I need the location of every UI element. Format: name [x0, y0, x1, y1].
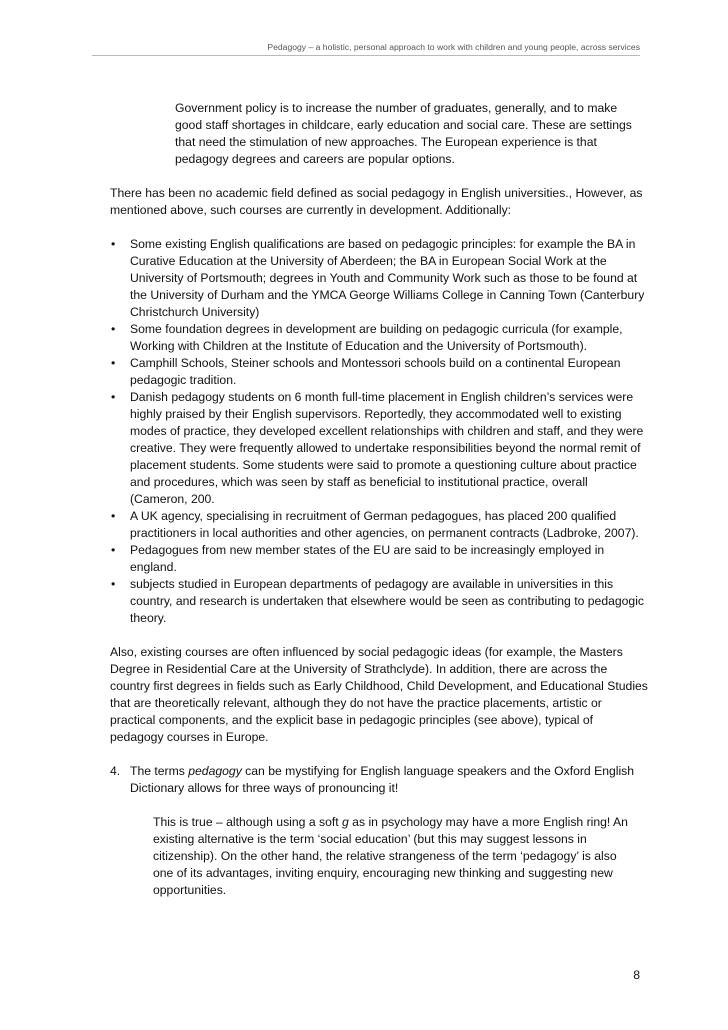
qualifications-list: [110, 236, 648, 627]
header-rule: [92, 55, 640, 56]
bullet-icon: •: [111, 577, 116, 591]
list-item: [110, 576, 648, 627]
item-text-before: The terms: [130, 764, 189, 778]
bullet-icon: •: [111, 356, 116, 370]
running-header: Pedagogy – a holistic, personal approach to work with children and young people, across services: [267, 42, 640, 52]
page-number: 8: [633, 968, 640, 982]
bullet-icon: •: [111, 237, 116, 251]
list-item: [110, 389, 648, 508]
list-item-text: Some existing English qualifications are based on pedagogic principles: for example the BA in Curative Education at the University of Aberdeen; the BA in European Social Work at the University of Portsmouth; degrees in Youth and Community Work such as those to be found at the University of Durham and the YMCA George Williams College in Canning Town (Canterbury Christchurch University): [130, 237, 645, 319]
bullet-icon: •: [111, 509, 116, 523]
item-number: 4.: [110, 764, 121, 778]
list-item: [110, 508, 648, 542]
intro-paragraph: There has been no academic field defined as social pedagogy in English universities., However, as mentioned above, such courses are currently in development. Additionally:: [110, 186, 643, 217]
item-term: pedagogy: [188, 764, 242, 778]
bullet-icon: •: [111, 390, 116, 404]
quote-letter: g: [342, 815, 349, 829]
list-item-text: Pedagogues from new member states of the EU are said to be increasingly employed in england.: [130, 543, 605, 574]
list-item: [110, 355, 648, 389]
courses-paragraph: Also, existing courses are often influenced by social pedagogic ideas (for example, the Masters Degree in Residential Care at the University of Strathclyde). In addition, there are across the country first degrees in fields such as Early Childhood, Child Development, and Educational Studies that are theoretically relevant, although they do not have the practice placements, artistic or practical components, and the explicit base in pedagogic principles (see above), typical of pedagogy courses in Europe.: [110, 645, 648, 744]
list-item: [110, 542, 648, 576]
numbered-item-4: [110, 763, 648, 797]
list-item-text: Some foundation degrees in development are building on pedagogic curricula (for example, Working with Children at the Institute of Education and the University of Portsmouth).: [130, 322, 623, 353]
list-item-text: subjects studied in European departments of pedagogy are available in universities in this country, and research is undertaken that elsewhere would be seen as contributing to pedagogic theory.: [130, 577, 645, 625]
pronunciation-quote: [153, 814, 638, 899]
quote-text-before: This is true – although using a soft: [153, 815, 343, 829]
list-item-text: A UK agency, specialising in recruitment of German pedagogues, has placed 200 qualified practitioners in local authorities and other agencies, on permanent contracts (Ladbroke, 2007).: [130, 509, 639, 540]
item-text-after: can be mystifying for English language speakers and the Oxford English Dictionary allows for three ways of pronouncing it!: [130, 764, 635, 795]
bullet-icon: •: [111, 543, 116, 557]
list-item: [110, 321, 648, 355]
bullet-icon: •: [111, 322, 116, 336]
list-item-text: Danish pedagogy students on 6 month full-time placement in English children’s services were highly praised by their English supervisors. Reportedly, they accommodated well to existing modes of practice, they developed excellent relationships with children and staff, and they were creative. They were frequently allowed to undertake responsibilities beyond the normal remit of placement students. Some students were said to promote a questioning culture about practice and procedures, which was seen by staff as beneficial to institutional practice, overall (Cameron, 200.: [130, 390, 644, 506]
page-body: [110, 100, 648, 899]
list-item-text: Camphill Schools, Steiner schools and Montessori schools build on a continental European pedagogic tradition.: [130, 356, 621, 387]
list-item: [110, 236, 648, 321]
quote-text-after: as in psychology may have a more English ring! An existing alternative is the term ‘social education’ (but this may suggest lessons in citizenship). On the other hand, the relative strangeness of the term ‘pedagogy’ is also one of its advantages, inviting enquiry, encouraging new thinking and suggesting new opportunities.: [153, 815, 628, 897]
policy-quote: Government policy is to increase the number of graduates, generally, and to make good staff shortages in childcare, early education and social care. These are settings that need the stimulation of new approaches. The European experience is that pedagogy degrees and careers are popular options.: [175, 101, 632, 166]
